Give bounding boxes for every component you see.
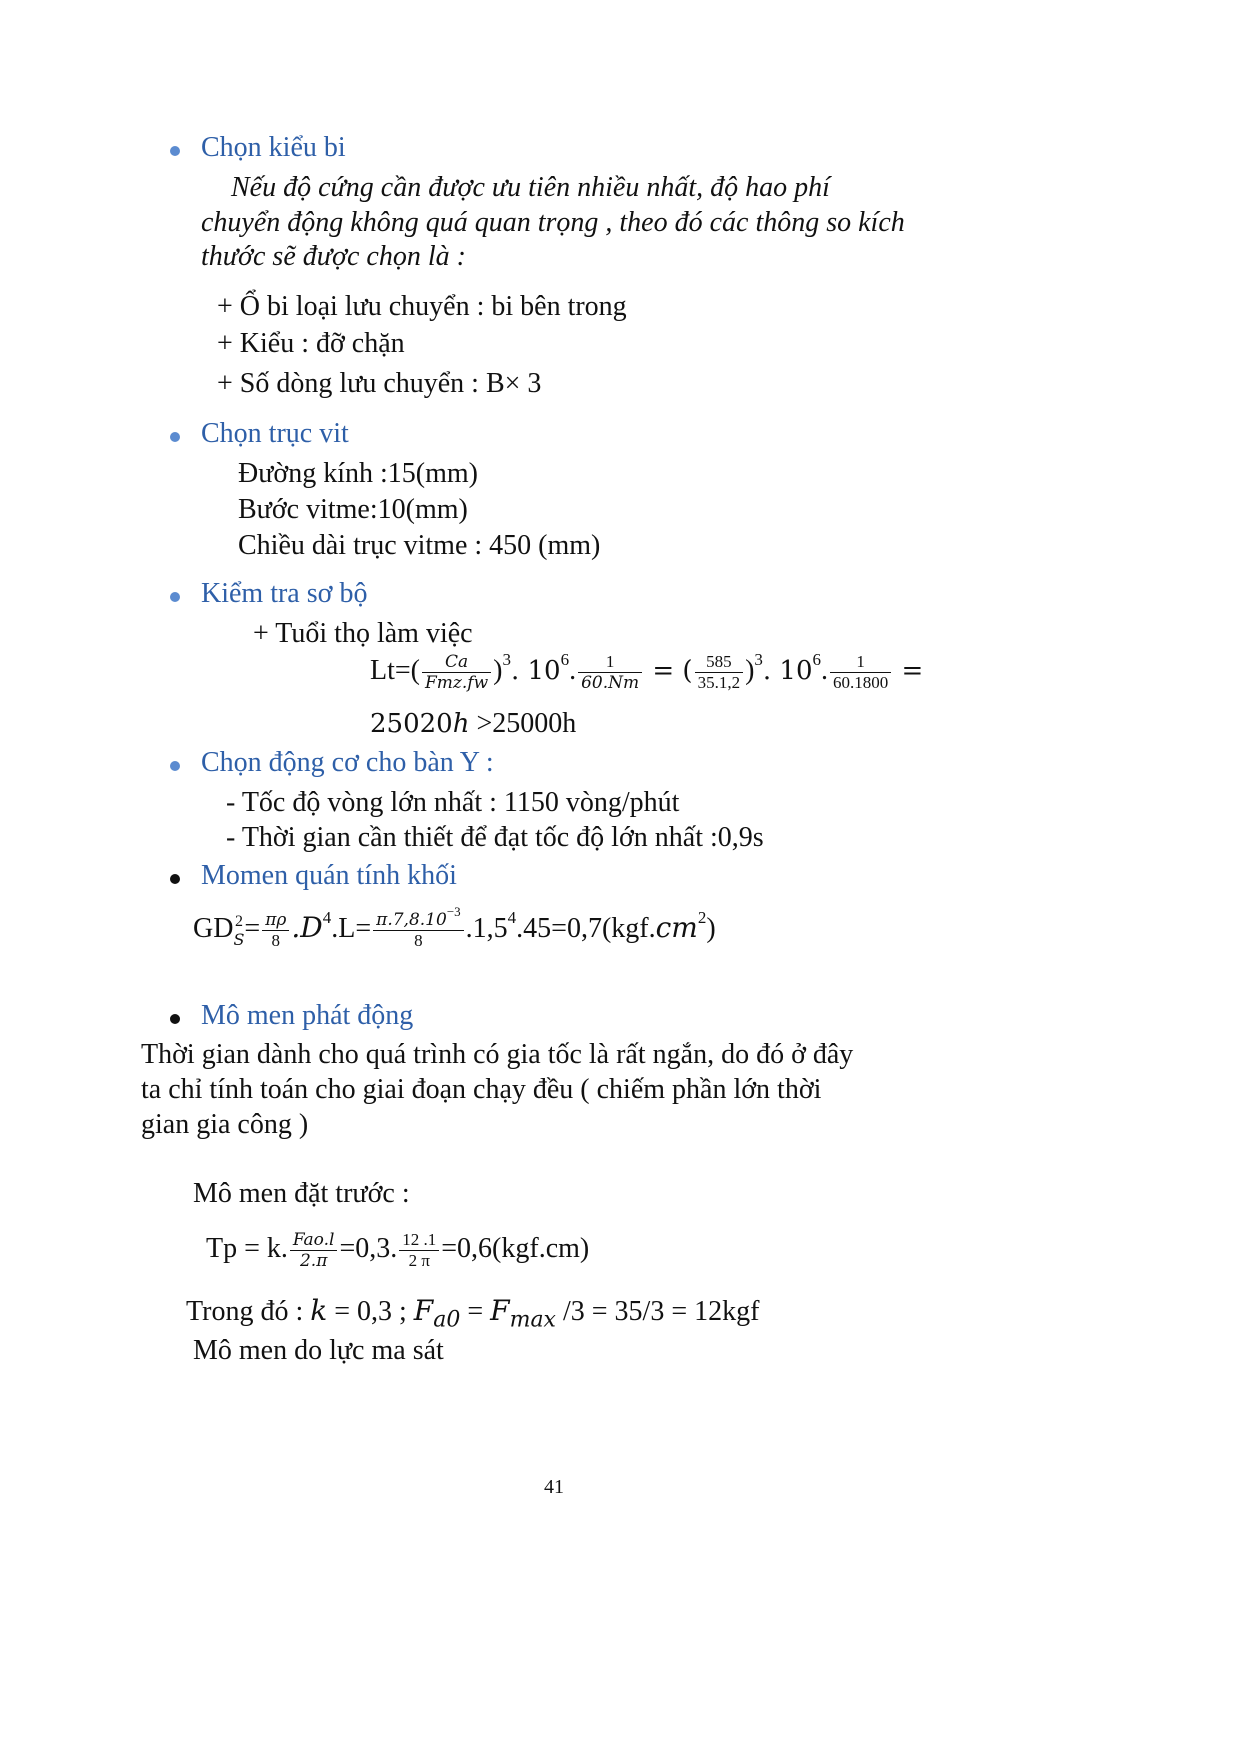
section-heading-motor: Chọn động cơ cho bàn Y : xyxy=(201,747,494,778)
fraction xyxy=(290,1230,338,1271)
formula-text: = xyxy=(460,1296,491,1327)
denominator: Fmz.fw xyxy=(425,673,489,693)
formula-text: ) xyxy=(706,913,716,944)
formula-text: h xyxy=(452,709,470,739)
exponent: 2 xyxy=(697,908,707,927)
lifetime-result xyxy=(370,706,576,742)
formula-text: =0,6(kgf.cm) xyxy=(441,1232,590,1264)
inertia-formula xyxy=(193,904,716,951)
section-heading-inertia: Momen quán tính khối xyxy=(201,860,457,891)
formula-text: .L= xyxy=(331,913,372,944)
list-item: Chiều dài trục vitme : 450 (mm) xyxy=(238,530,601,561)
lifetime-formula xyxy=(370,649,924,693)
denominator: 8 xyxy=(414,931,423,951)
fraction xyxy=(422,652,491,693)
formula-text: = xyxy=(244,913,261,944)
formula-text: cm xyxy=(655,911,698,944)
numerator-text: π.7,8.10 xyxy=(376,910,447,931)
denominator: 2.π xyxy=(299,1251,328,1271)
numerator xyxy=(373,904,464,931)
fraction xyxy=(695,652,744,693)
paragraph-line: Thời gian dành cho quá trình có gia tốc là rất ngắn, do đó ở đây xyxy=(141,1039,854,1070)
formula-text: /3 = 35/3 = 12kgf xyxy=(555,1296,760,1327)
denominator: 60.1800 xyxy=(833,673,889,692)
bullet-icon xyxy=(170,592,180,602)
superscript: 2 xyxy=(234,912,243,930)
subscript: max xyxy=(509,1307,556,1333)
numerator: πρ xyxy=(262,910,289,931)
list-item: + Số dòng lưu chuyển : B× 3 xyxy=(217,368,542,399)
formula-text: . xyxy=(821,654,829,686)
fraction xyxy=(373,904,464,951)
formula-text: . 10 xyxy=(510,655,561,686)
friction-torque-label: Mô men do lực ma sát xyxy=(193,1335,444,1366)
exponent: 4 xyxy=(507,908,517,927)
list-item: - Tốc độ vòng lớn nhất : 1150 vòng/phút xyxy=(226,787,680,818)
formula-text: = ( xyxy=(644,655,693,686)
formula-text: =0,3. xyxy=(339,1232,398,1264)
paragraph-line: Nếu độ cứng cần được ưu tiên nhiều nhất, độ hao phí xyxy=(231,172,830,203)
formula-text: = xyxy=(893,655,924,686)
numerator: 12 .1 xyxy=(399,1230,439,1251)
formula-text: . xyxy=(569,654,577,686)
formula-text: ) xyxy=(745,654,755,686)
formula-text: >25000h xyxy=(469,708,577,739)
list-item: - Thời gian cần thiết để đạt tốc độ lớn nhất :0,9s xyxy=(226,822,764,853)
fraction xyxy=(262,910,289,951)
exponent: 6 xyxy=(812,649,822,669)
numerator: 1 xyxy=(830,652,891,673)
subscript: S xyxy=(233,929,245,949)
bullet-icon xyxy=(170,1014,180,1024)
section-heading-check: Kiểm tra sơ bộ xyxy=(201,578,368,609)
numerator: Fao.l xyxy=(290,1230,338,1251)
formula-text: .D xyxy=(291,911,323,944)
list-item: Bước vitme:10(mm) xyxy=(238,494,468,525)
denominator: 35.1,2 xyxy=(697,673,741,692)
list-item: + Ổ bi loại lưu chuyển : bi bên trong xyxy=(217,291,627,322)
formula-text: Trong đó : xyxy=(186,1296,311,1327)
formula-text: = 0,3 ; xyxy=(327,1296,414,1327)
page-number: 41 xyxy=(544,1476,564,1498)
subheading: + Tuổi thọ làm việc xyxy=(253,618,473,649)
subscript: a0 xyxy=(433,1307,461,1333)
bullet-icon xyxy=(170,761,180,771)
numerator: 585 xyxy=(695,652,744,673)
list-item: Đường kính :15(mm) xyxy=(238,458,478,489)
exponent: 3 xyxy=(754,649,763,669)
list-item: + Kiểu : đỡ chặn xyxy=(217,328,405,359)
denominator: 2 π xyxy=(408,1251,430,1270)
formula-text: Lt=( xyxy=(370,654,420,686)
exponent: 4 xyxy=(322,908,332,927)
section-heading-ball-type: Chọn kiểu bi xyxy=(201,132,346,163)
formula-text: ) xyxy=(493,654,503,686)
denominator: 60.Nm xyxy=(581,673,640,693)
exponent: 3 xyxy=(502,649,511,669)
denominator: 8 xyxy=(271,931,281,951)
preset-torque-formula xyxy=(206,1230,589,1271)
formula-text: F xyxy=(413,1294,434,1327)
formula-text: Tp = k. xyxy=(206,1232,288,1264)
paragraph-line: ta chỉ tính toán cho giai đoạn chạy đều ( chiếm phần lớn thời xyxy=(141,1074,822,1105)
formula-text: F xyxy=(490,1294,510,1327)
numerator: 1 xyxy=(578,652,642,673)
numerator: Ca xyxy=(422,652,491,673)
where-line xyxy=(186,1293,759,1339)
bullet-icon xyxy=(170,146,180,156)
exponent: 6 xyxy=(560,649,570,669)
gd-index xyxy=(233,913,244,949)
exponent: −3 xyxy=(446,904,461,920)
preset-torque-label: Mô men đặt trước : xyxy=(193,1178,410,1209)
paragraph-line: thước sẽ được chọn là : xyxy=(201,241,466,272)
fraction xyxy=(399,1230,439,1271)
formula-text: k xyxy=(310,1294,328,1327)
bullet-icon xyxy=(170,874,180,884)
paragraph-line: gian gia công ) xyxy=(141,1109,309,1140)
formula-text: .1,5 xyxy=(465,913,508,944)
paragraph-line: chuyển động không quá quan trọng , theo đó các thông so kích xyxy=(201,207,905,238)
formula-text: . 10 xyxy=(762,655,813,686)
fraction xyxy=(578,652,642,693)
section-heading-screw: Chọn trục vit xyxy=(201,418,349,449)
formula-text: 25020 xyxy=(370,709,453,739)
formula-text: GD xyxy=(193,913,234,944)
section-heading-driving-torque: Mô men phát động xyxy=(201,1000,414,1031)
fraction xyxy=(830,652,891,693)
bullet-icon xyxy=(170,432,180,442)
formula-text: .45=0,7(kgf. xyxy=(516,913,656,944)
